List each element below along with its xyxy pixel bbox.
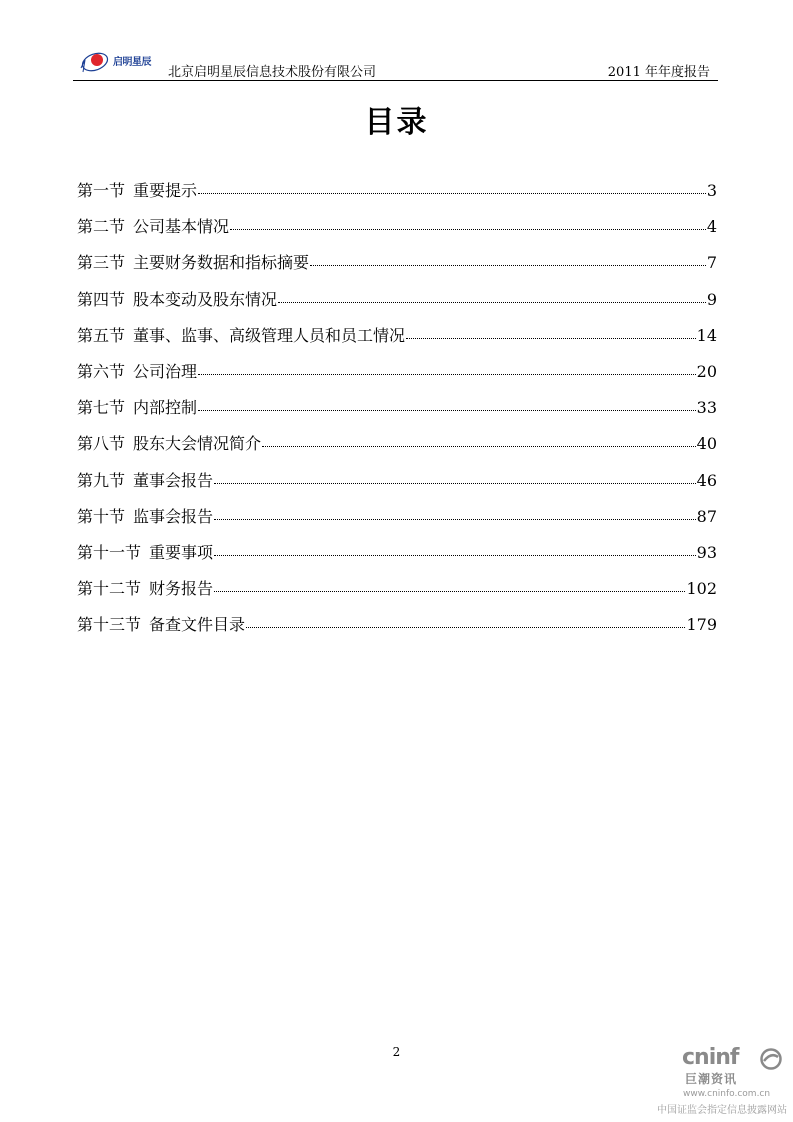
toc-entry[interactable] bbox=[77, 287, 717, 323]
toc-section-number: 第二节 bbox=[77, 217, 126, 237]
toc-page-number: 40 bbox=[696, 434, 717, 454]
watermark-url: www.cninfo.com.cn bbox=[683, 1089, 771, 1099]
toc-page-number: 93 bbox=[696, 542, 717, 562]
watermark-brand: cninf bbox=[682, 1045, 739, 1070]
toc-entry-label bbox=[77, 576, 213, 599]
cninfo-logo-icon bbox=[759, 1048, 783, 1070]
toc-section-title: 公司基本情况 bbox=[133, 217, 230, 237]
toc-dot-leader bbox=[198, 193, 706, 194]
company-name: 北京启明星辰信息技术股份有限公司 bbox=[168, 65, 377, 80]
toc-dot-leader bbox=[214, 555, 696, 556]
toc-section-title: 监事会报告 bbox=[133, 506, 214, 526]
toc-section-number: 第七节 bbox=[77, 398, 126, 418]
toc-entry-label bbox=[77, 214, 229, 237]
toc-page-number: 87 bbox=[696, 506, 717, 526]
toc-page-number: 14 bbox=[696, 325, 717, 345]
toc-entry-label bbox=[77, 468, 213, 491]
toc-dot-leader bbox=[406, 338, 696, 339]
toc-section-number: 第十三节 bbox=[77, 615, 142, 635]
toc-section-number: 第八节 bbox=[77, 434, 126, 454]
toc-section-title: 内部控制 bbox=[133, 398, 198, 418]
toc-entry-label bbox=[77, 540, 213, 563]
toc-dot-leader bbox=[214, 483, 696, 484]
toc-entry-label bbox=[77, 431, 261, 454]
toc-entry[interactable] bbox=[77, 214, 717, 250]
toc-section-title: 重要事项 bbox=[149, 542, 214, 562]
toc-section-title: 备查文件目录 bbox=[149, 615, 246, 635]
watermark-tagline: 中国证监会指定信息披露网站 bbox=[657, 1105, 787, 1116]
toc-dot-leader bbox=[198, 374, 696, 375]
toc-entry[interactable] bbox=[77, 540, 717, 576]
toc-dot-leader bbox=[246, 627, 685, 628]
toc-entry-label bbox=[77, 250, 309, 273]
toc-dot-leader bbox=[278, 302, 706, 303]
toc-section-title: 股本变动及股东情况 bbox=[133, 289, 278, 309]
toc-page-number: 9 bbox=[706, 289, 717, 309]
toc-entry[interactable] bbox=[77, 250, 717, 286]
toc-dot-leader bbox=[214, 519, 696, 520]
toc-entry[interactable] bbox=[77, 178, 717, 214]
toc-section-title: 重要提示 bbox=[133, 181, 198, 200]
toc-page-number: 4 bbox=[706, 217, 717, 237]
toc-entry[interactable] bbox=[77, 323, 717, 359]
toc-page-number: 33 bbox=[696, 398, 717, 418]
toc-page-number: 20 bbox=[696, 361, 717, 381]
toc-section-number: 第十一节 bbox=[77, 542, 142, 562]
toc-section-number: 第一节 bbox=[77, 181, 126, 200]
toc-entry[interactable] bbox=[77, 576, 717, 612]
toc-page-number: 102 bbox=[686, 579, 717, 599]
toc-page-number: 46 bbox=[696, 470, 717, 490]
toc-dot-leader bbox=[214, 591, 685, 592]
toc-dot-leader bbox=[262, 446, 696, 447]
page-number: 2 bbox=[392, 1045, 401, 1059]
toc-section-number: 第六节 bbox=[77, 361, 126, 381]
toc-dot-leader bbox=[198, 410, 696, 411]
toc-dot-leader bbox=[310, 265, 706, 266]
toc-section-title: 股东大会情况简介 bbox=[133, 434, 262, 454]
company-logo bbox=[73, 46, 183, 76]
toc-section-title: 董事会报告 bbox=[133, 470, 214, 490]
toc-page-number: 179 bbox=[686, 615, 717, 635]
report-title: 2011 年年度报告 bbox=[607, 65, 710, 80]
toc-dot-leader bbox=[230, 229, 706, 230]
toc-section-number: 第三节 bbox=[77, 253, 126, 273]
toc-section-number: 第十节 bbox=[77, 506, 126, 526]
toc-section-title: 财务报告 bbox=[149, 579, 214, 599]
page-header bbox=[73, 46, 718, 81]
toc-section-number: 第十二节 bbox=[77, 579, 142, 599]
toc-section-number: 第五节 bbox=[77, 325, 126, 345]
toc-entry-label bbox=[77, 395, 197, 418]
toc-entry-label bbox=[77, 504, 213, 527]
toc-entry[interactable] bbox=[77, 504, 717, 540]
toc-entry[interactable] bbox=[77, 395, 717, 431]
toc-entry-label bbox=[77, 359, 197, 382]
table-of-contents bbox=[77, 178, 717, 648]
toc-entry[interactable] bbox=[77, 468, 717, 504]
cninfo-watermark bbox=[655, 1045, 790, 1115]
logo-text: 启明星辰 bbox=[113, 57, 151, 68]
toc-section-title: 主要财务数据和指标摘要 bbox=[133, 253, 310, 273]
toc-section-number: 第四节 bbox=[77, 289, 126, 309]
toc-page-number: 7 bbox=[706, 253, 717, 273]
watermark-chinese: 巨潮资讯 bbox=[685, 1072, 738, 1086]
toc-entry[interactable] bbox=[77, 431, 717, 467]
toc-page-number: 3 bbox=[706, 181, 717, 200]
toc-entry-label bbox=[77, 287, 277, 310]
page-title: 目录 bbox=[364, 105, 429, 140]
toc-section-number: 第九节 bbox=[77, 470, 126, 490]
toc-section-title: 董事、监事、高级管理人员和员工情况 bbox=[133, 325, 406, 345]
toc-entry-label bbox=[77, 612, 245, 635]
toc-entry-label bbox=[77, 323, 405, 346]
toc-entry[interactable] bbox=[77, 612, 717, 648]
toc-entry-label bbox=[77, 178, 197, 201]
toc-entry[interactable] bbox=[77, 359, 717, 395]
toc-section-title: 公司治理 bbox=[133, 361, 198, 381]
